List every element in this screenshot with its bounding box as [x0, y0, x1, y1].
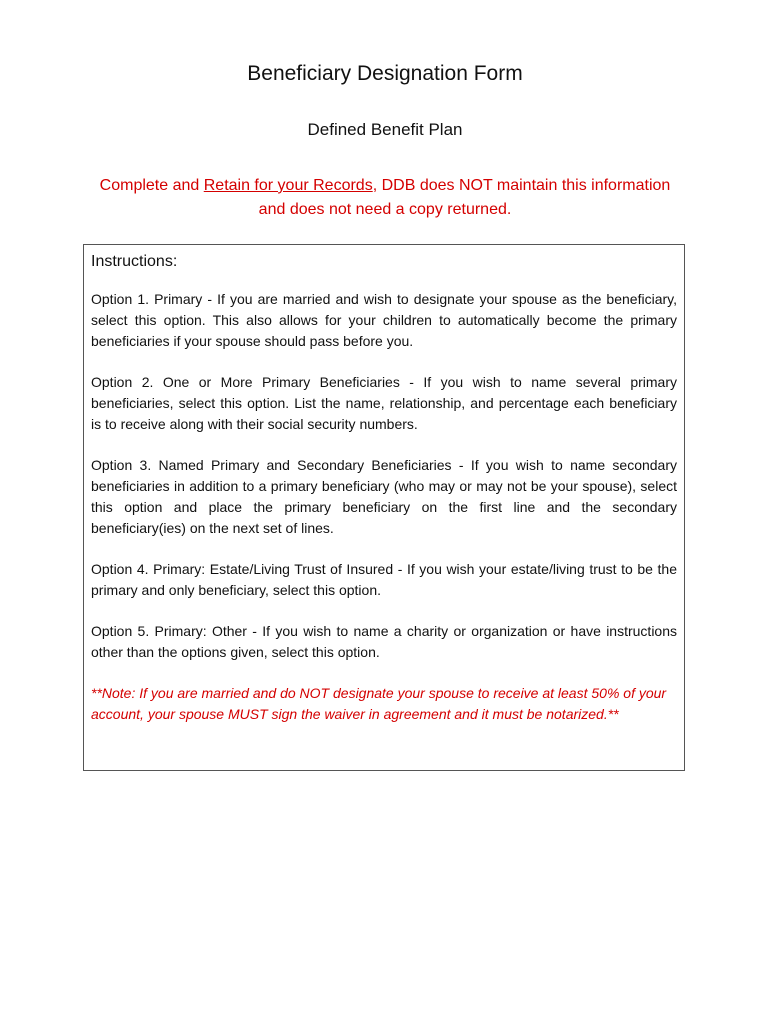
notice-underlined-text: Retain for your Records: [203, 177, 373, 194]
option-4-text: Option 4. Primary: Estate/Living Trust of Insured - If you wish your estate/living trust to be the primary and only beneficiary, select this option.: [91, 561, 677, 598]
spouse-waiver-note: **Note: If you are married and do NOT designate your spouse to receive at least 50% of your account, your spouse MUST sign the waiver in agreement and it must be notarized.**: [91, 685, 667, 722]
page-subtitle: Defined Benefit Plan: [307, 120, 463, 139]
option-1-text: Option 1. Primary - If you are married and wish to designate your spouse as the beneficiary, select this option. This also allows for your children to automatically become the primary beneficiaries if your spouse should pass before you.: [91, 291, 677, 349]
notice-text-start: Complete and: [99, 177, 204, 194]
option-3-text: Option 3. Named Primary and Secondary Beneficiaries - If you wish to name secondary beneficiaries in addition to a primary beneficiary (who may or may not be your spouse), select this option and place the primary beneficiary on the first line and the secondary beneficiary(ies) on the next set of lines.: [91, 457, 677, 536]
instructions-heading: Instructions:: [91, 253, 178, 270]
option-2-text: Option 2. One or More Primary Beneficiaries - If you wish to name several primary beneficiaries, select this option. List the name, relationship, and percentage each beneficiary is to receive along with their social security numbers.: [91, 374, 677, 432]
instructions-box: [83, 244, 685, 771]
notice-text-end: , DDB does NOT maintain this information and does not need a copy returned.: [258, 177, 671, 218]
option-5-text: Option 5. Primary: Other - If you wish to name a charity or organization or have instructions other than the options given, select this option.: [91, 623, 677, 660]
page-title: Beneficiary Designation Form: [247, 62, 523, 85]
retention-notice: [95, 174, 675, 222]
